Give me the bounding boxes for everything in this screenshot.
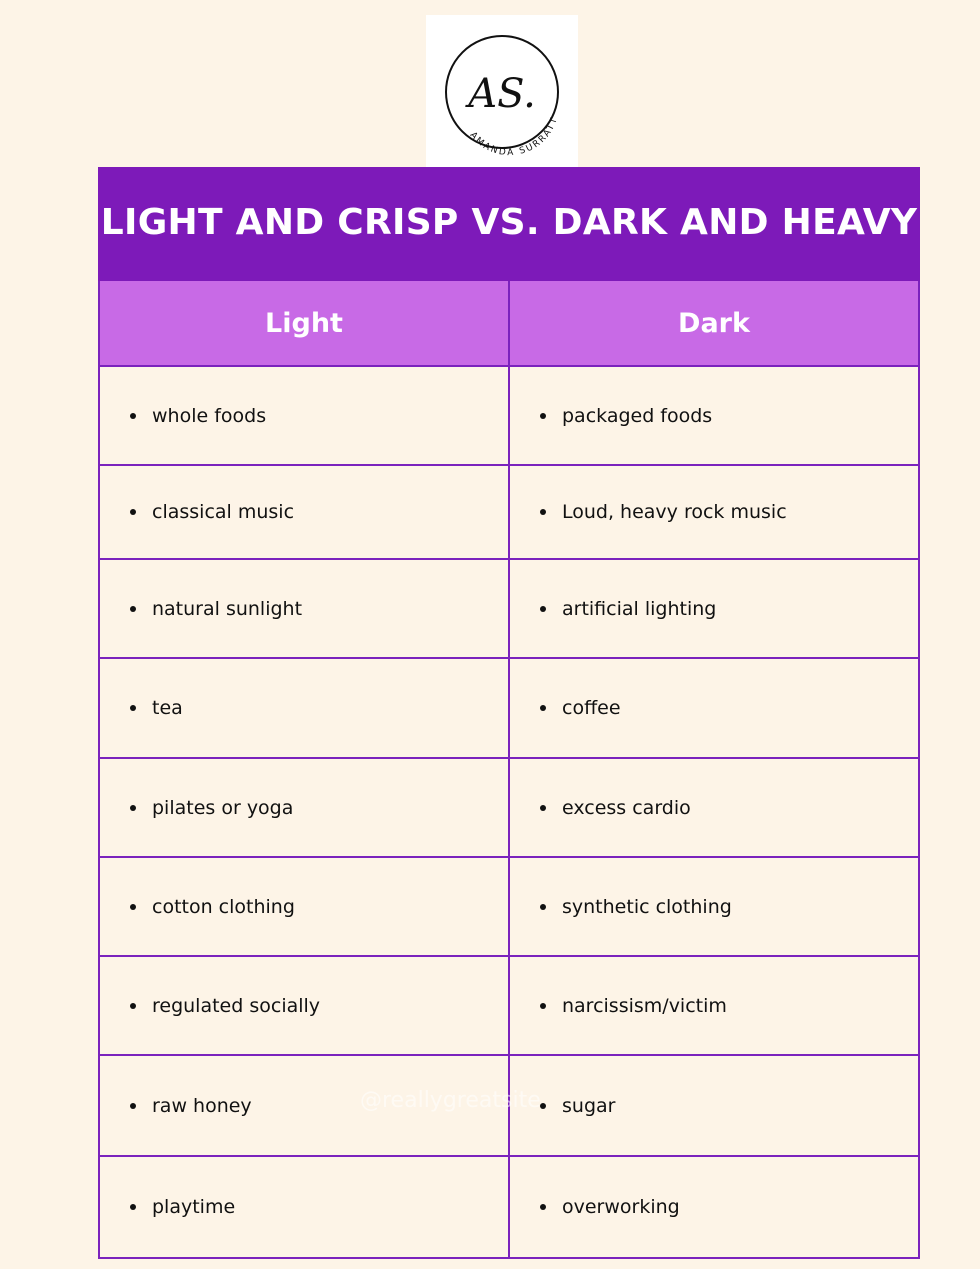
bullet-icon	[540, 606, 546, 612]
bullet-icon	[130, 805, 136, 811]
light-cell	[100, 367, 508, 464]
logo	[426, 15, 578, 167]
dark-cell	[508, 957, 918, 1054]
dark-cell	[508, 659, 918, 757]
dark-item: artificial lighting	[562, 597, 717, 620]
dark-item: synthetic clothing	[562, 895, 732, 918]
table-row	[100, 957, 918, 1056]
light-item: pilates or yoga	[152, 796, 294, 819]
table-title-bar	[98, 167, 920, 281]
dark-cell	[508, 560, 918, 657]
bullet-icon	[540, 705, 546, 711]
dark-item: excess cardio	[562, 796, 691, 819]
logo-monogram: AS.	[468, 71, 536, 117]
bullet-icon	[540, 1204, 546, 1210]
dark-item: packaged foods	[562, 404, 713, 427]
bullet-icon	[130, 705, 136, 711]
table-row	[100, 858, 918, 957]
bullet-icon	[540, 1003, 546, 1009]
table-row	[100, 367, 918, 466]
bullet-icon	[130, 1103, 136, 1109]
light-cell	[100, 560, 508, 657]
header-light: Light	[265, 307, 343, 339]
bullet-icon	[540, 904, 546, 910]
watermark-text: @reallygreatsite	[360, 1088, 541, 1113]
dark-cell	[508, 759, 918, 856]
dark-item: narcissism/victim	[562, 994, 727, 1017]
table-row	[100, 1157, 918, 1257]
bullet-icon	[130, 1204, 136, 1210]
logo-emblem	[426, 15, 578, 167]
light-cell	[100, 1056, 508, 1155]
light-item: raw honey	[152, 1094, 252, 1117]
light-cell	[100, 957, 508, 1054]
bullet-icon	[130, 606, 136, 612]
light-item: playtime	[152, 1196, 236, 1218]
light-item: whole foods	[152, 404, 267, 427]
bullet-icon	[130, 413, 136, 419]
dark-cell	[508, 1157, 918, 1257]
table-header-row	[100, 281, 918, 367]
dark-item: overworking	[562, 1196, 680, 1218]
logo-name: AMANDA SURRATT	[467, 115, 561, 159]
light-item: tea	[152, 697, 183, 719]
dark-cell	[508, 1056, 918, 1155]
table-title: LIGHT AND CRISP VS. DARK AND HEAVY	[100, 201, 918, 243]
table-row	[100, 466, 918, 560]
dark-item: sugar	[562, 1094, 616, 1117]
bullet-icon	[540, 805, 546, 811]
table-row	[100, 560, 918, 659]
table-row	[100, 1056, 918, 1157]
light-item: cotton clothing	[152, 895, 295, 918]
light-cell	[100, 1157, 508, 1257]
comparison-table	[98, 167, 920, 1259]
bullet-icon	[130, 1003, 136, 1009]
dark-item: Loud, heavy rock music	[562, 501, 787, 523]
light-cell	[100, 659, 508, 757]
bullet-icon	[540, 413, 546, 419]
bullet-icon	[130, 904, 136, 910]
table-row	[100, 659, 918, 759]
light-item: natural sunlight	[152, 597, 303, 620]
dark-item: coffee	[562, 697, 621, 719]
dark-cell	[508, 466, 918, 558]
bullet-icon	[540, 509, 546, 515]
light-cell	[100, 858, 508, 955]
bullet-icon	[540, 1103, 546, 1109]
svg-text:AMANDA SURRATT	[468, 115, 561, 158]
dark-cell	[508, 367, 918, 464]
dark-cell	[508, 858, 918, 955]
bullet-icon	[130, 509, 136, 515]
light-cell	[100, 466, 508, 558]
light-item: regulated socially	[152, 994, 321, 1017]
header-dark: Dark	[508, 281, 918, 365]
light-cell	[100, 759, 508, 856]
table-row	[100, 759, 918, 858]
light-item: classical music	[152, 501, 295, 523]
